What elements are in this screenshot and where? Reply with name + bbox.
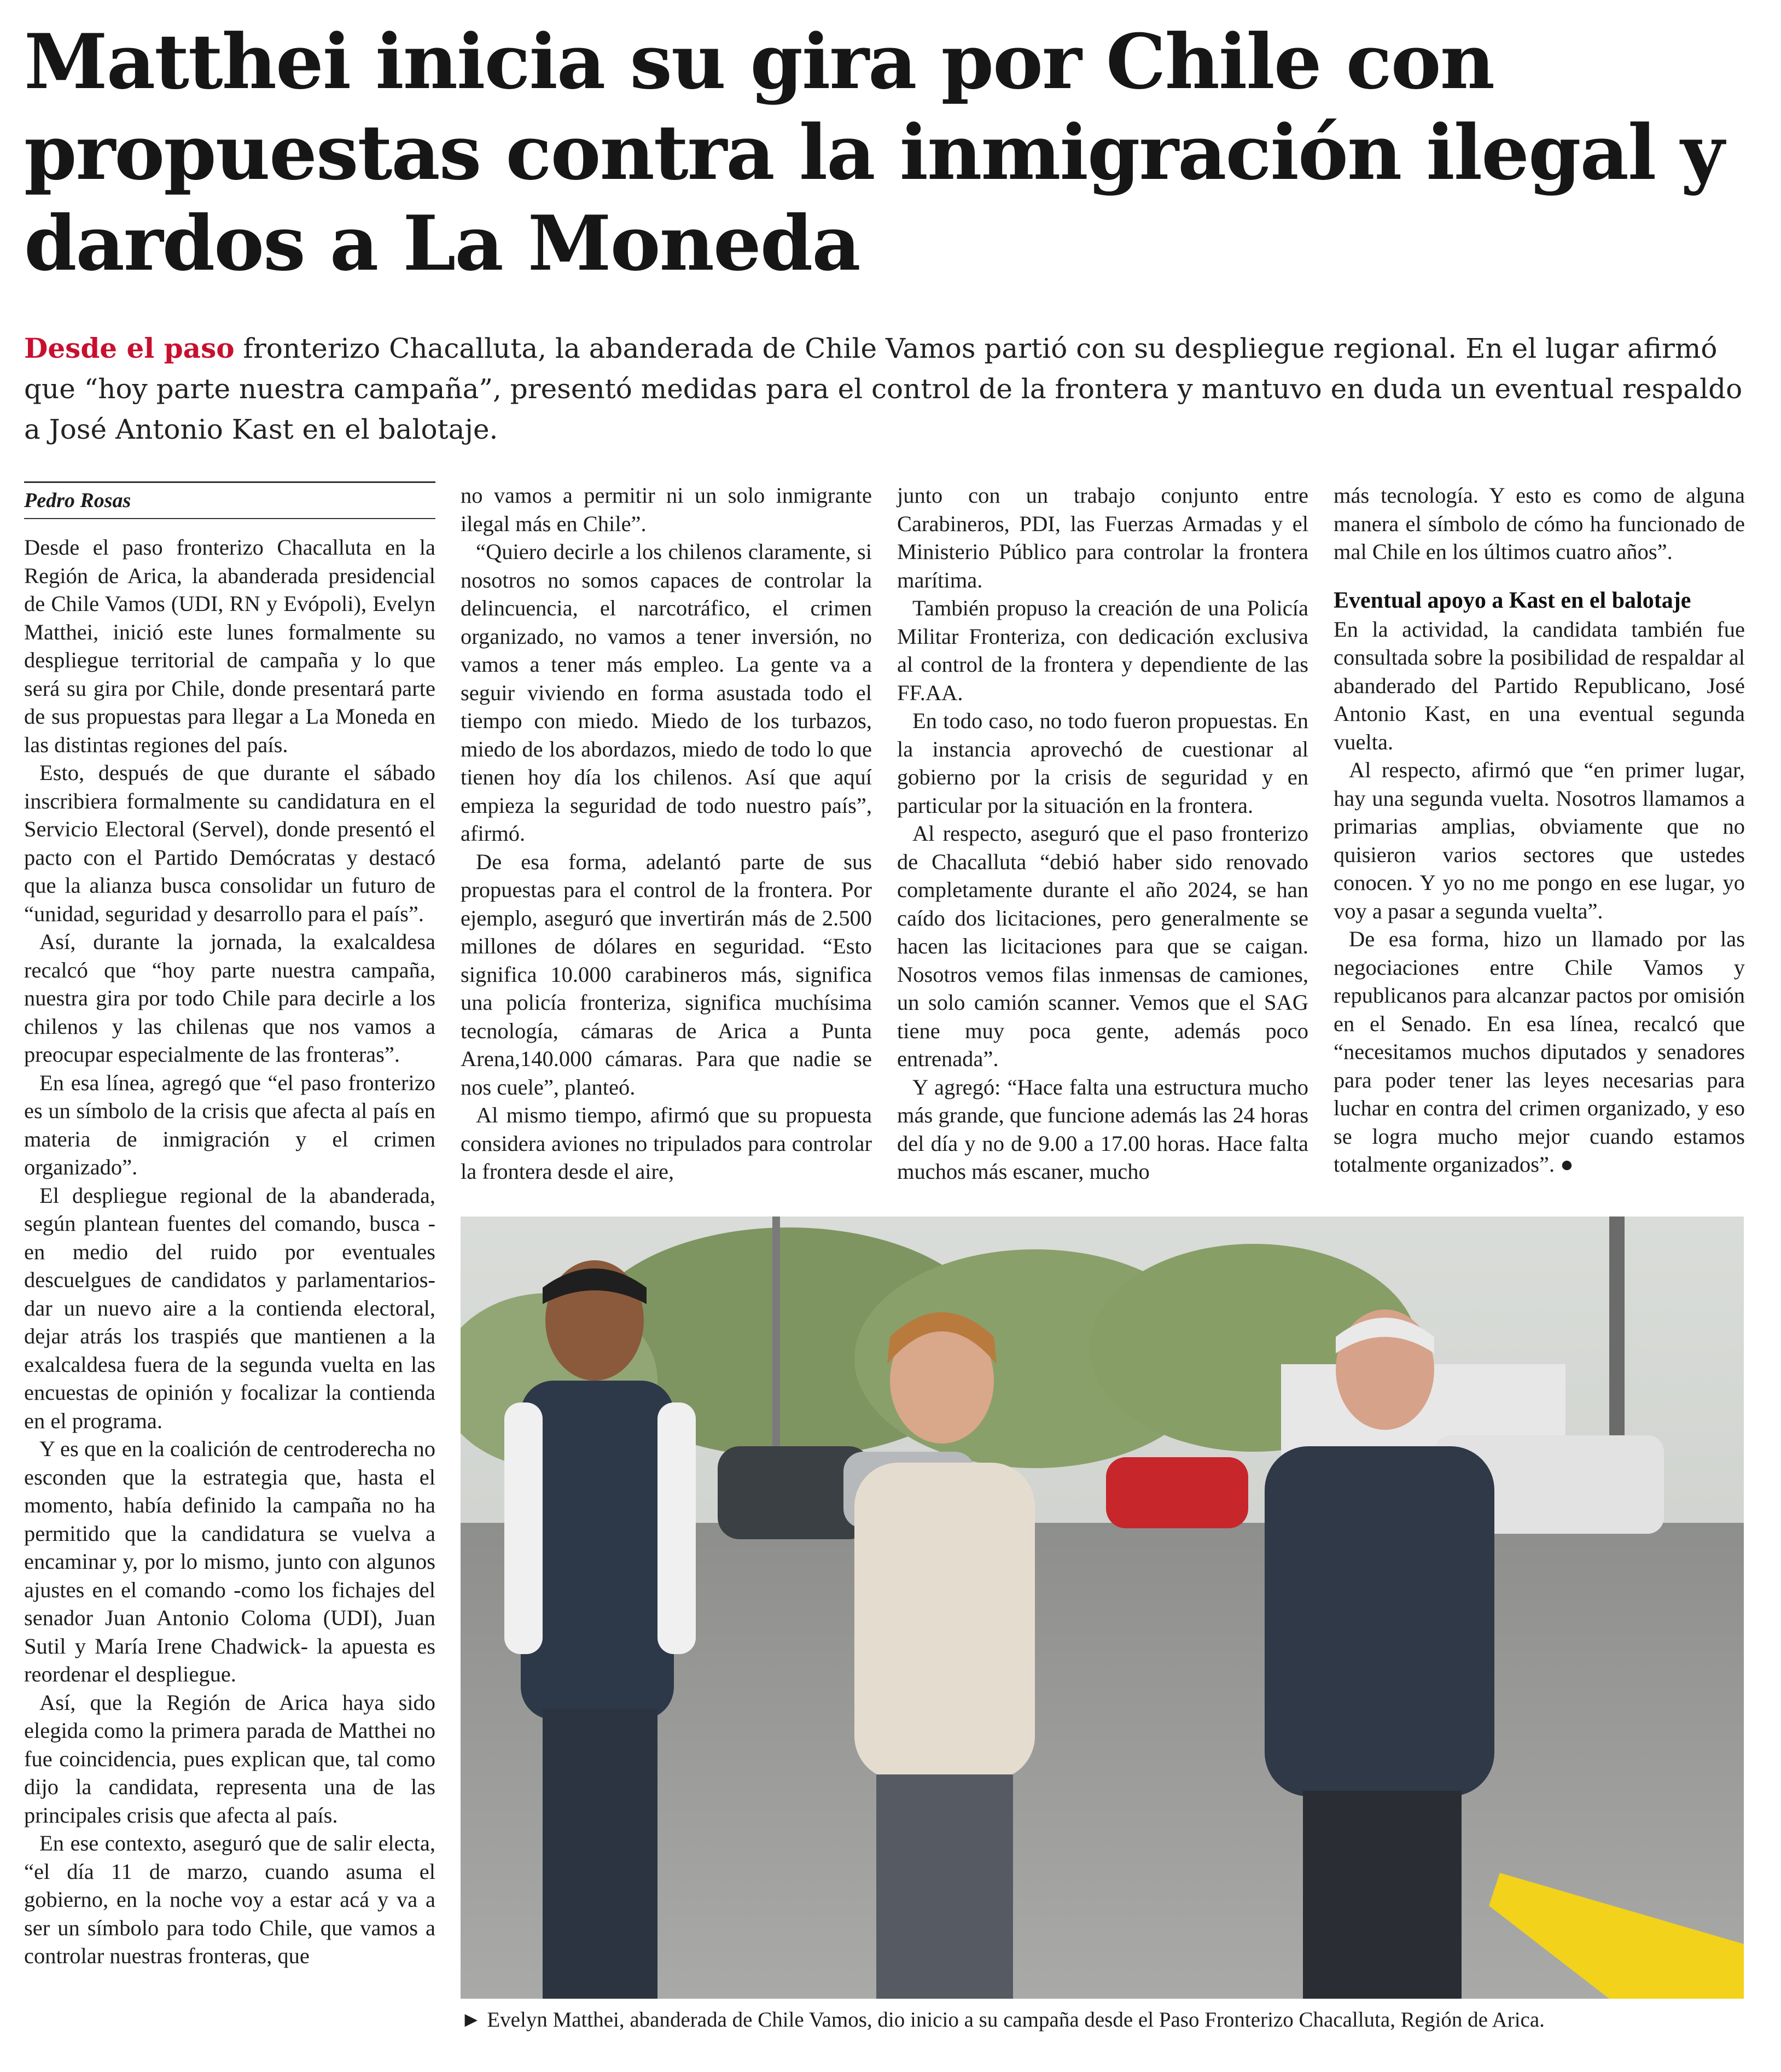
paragraph: Y es que en la coalición de centroderecha no esconden que la estrategia que, hasta el momento, había definido la campaña no ha permitido que la candidatura se vuelva a encaminar y, por lo mismo, junto con algunos ajustes en el comando -como los fichajes del senador Juan Antonio Coloma (UDI), Juan Sutil y María Irene Chadwick- la apuesta es reordenar el despliegue. (24, 1436, 435, 1686)
paragraph: En ese contexto, aseguró que de salir electa, “el día 11 de marzo, cuando asuma el gobierno, en la noche voy a estar acá y va a ser un símbolo para todo Chile, que vamos a controlar nuestras fronteras, que (24, 1831, 435, 1968)
paragraph: Al respecto, aseguró que el paso fronterizo de Chacalluta “debió haber sido renovado completamente durante el año 2024, se han caído dos licitaciones, pero generalmente se hacen las licitaciones para que se caigan. Nosotros vemos filas inmensas de camiones, un solo camión scanner. Vemos que el SAG tiene muy poca gente, además poco entrenada”. (897, 821, 1308, 1071)
paragraph: El despliegue regional de la abanderada, según plantean fuentes del comando, busca -en medio del ruido por eventuales descuelgues de candidatos y parlamentarios- dar un nuevo aire a la contienda electoral, dejar atrás los traspiés que mantienen a la exalcaldesa fuera de la segunda vuelta en las encuestas de opinión y focalizar la contienda en el programa. (24, 1183, 435, 1433)
paragraph: En esa línea, agregó que “el paso fronterizo es un símbolo de la crisis que afecta al país en materia de inmigración y el crimen organizado”. (24, 1070, 435, 1179)
paragraph: Esto, después de que durante el sábado inscribiera formalmente su candidatura en el Servicio Electoral (Servel), donde presentó el pacto con el Partido Demócratas y destacó que la alianza busca consolidar un futuro de “unidad, seguridad y desarrollo para el país”. (24, 760, 435, 926)
paragraph: “Quiero decirle a los chilenos claramente, si nosotros no somos capaces de controlar la delincuencia, el narcotráfico, el crimen organizado, no vamos a tener inversión, no vamos a tener más empleo. La gente va a seguir viviendo en forma asustada todo el tiempo con miedo. Miedo de los turbazos, miedo de los abordazos, miedo de todo lo que tienen hoy día los chilenos. Así que aquí empieza la seguridad de todo nuestro país”, afirmó. (461, 539, 872, 846)
article-column-2 (461, 481, 872, 1186)
article-column-3 (897, 481, 1308, 1186)
article-headline: Matthei inicia su gira por Chile con propuestas contra la inmigración ilegal y dardos a La Moneda (24, 17, 1724, 288)
article-column-4 (1334, 481, 1745, 1179)
paragraph: no vamos a permitir ni un solo inmigrante ilegal más en Chile”. (461, 483, 872, 536)
paragraph: En la actividad, la candidata también fue consultada sobre la posibilidad de respaldar al abanderado del Partido Republicano, José Antonio Kast, en una eventual segunda vuelta. (1334, 616, 1745, 754)
paragraph: Al respecto, afirmó que “en primer lugar, hay una segunda vuelta. Nosotros llamamos a primarias amplias, obviamente que no quisieron varios sectores que ustedes conocen. Y yo no me pongo en ese lugar, yo voy a pasar a segunda vuelta”. (1334, 758, 1745, 923)
article-deck (24, 328, 1747, 450)
deck-text: fronterizo Chacalluta, la abanderada de Chile Vamos partió con su despliegue regional. En el lugar afirmó que “hoy parte nuestra campaña”, presentó medidas para el control de la frontera y mantuvo en duda un eventual respaldo a José Antonio Kast en el balotaje. (24, 333, 1743, 445)
paragraph: más tecnología. Y esto es como de alguna manera el símbolo de cómo ha funcionado de mal Chile en los últimos cuatro años”. (1334, 483, 1745, 564)
paragraph: Desde el paso fronterizo Chacalluta en la Región de Arica, la abanderada presidencial de Chile Vamos (UDI, RN y Evópoli), Evelyn Matthei, inició este lunes formalmente su despliegue territorial de campaña y lo que será su gira por Chile, donde presentará parte de sus propuestas para llegar a La Moneda en las distintas regiones del país. (24, 535, 435, 757)
paragraph: Y agregó: “Hace falta una estructura mucho más grande, que funcione además las 24 horas del día y no de 9.00 a 17.00 horas. Hace falta muchos más escaner, mucho (897, 1074, 1308, 1184)
paragraph: junto con un trabajo conjunto entre Carabineros, PDI, las Fuerzas Armadas y el Ministerio Público para controlar la frontera marítima. (897, 483, 1308, 592)
photo-caption: ► Evelyn Matthei, abanderada de Chile Vamos, dio inicio a su campaña desde el Paso Fronterizo Chacalluta, Región de Arica. (461, 2008, 1545, 2032)
paragraph: Así, que la Región de Arica haya sido elegida como la primera parada de Matthei no fue coincidencia, pues explican que, tal como dijo la candidata, representa una de las principales crisis que afecta al país. (24, 1690, 435, 1827)
paragraph: Al mismo tiempo, afirmó que su propuesta considera aviones no tripulados para controlar la frontera desde el aire, (461, 1103, 872, 1184)
paragraph: Así, durante la jornada, la exalcaldesa recalcó que “hoy parte nuestra campaña, nuestra gira por todo Chile para decirle a los chilenos y las chilenas que nos vamos a preocupar especialmente de las fronteras”. (24, 929, 435, 1067)
paragraph: De esa forma, hizo un llamado por las negociaciones entre Chile Vamos y republicanos para alcanzar pactos por omisión en el Senado. En esa línea, recalcó que “necesitamos muchos diputados y senadores para poder tener las leyes necesarias para luchar en contra del crimen organizado, y eso se logra mucho mejor cuando estamos totalmente organizados”. ● (1334, 925, 1745, 1179)
byline: Pedro Rosas (24, 481, 435, 519)
article-photo (461, 1217, 1744, 1999)
deck-lead: Desde el paso (24, 332, 235, 364)
paragraph: También propuso la creación de una Policía Militar Fronteriza, con dedicación exclusiva al control de la frontera y dependiente de las FF.AA. (897, 596, 1308, 705)
photo-illustration (461, 1217, 1744, 1999)
article-column-1 (24, 481, 435, 1970)
paragraph: De esa forma, adelantó parte de sus propuestas para el control de la frontera. Por ejemplo, aseguró que invertirán más de 2.500 millones de dólares en seguridad. “Esto significa 10.000 carabineros más, significa una policía fronteriza, significa muchísima tecnología, cámaras de Arica a Punta Arena,140.000 cámaras. Para que nadie se nos cuele”, planteó. (461, 849, 872, 1099)
paragraph: En todo caso, no todo fueron propuestas. En la instancia aprovechó de cuestionar al gobierno por la crisis de seguridad y en particular por la situación en la frontera. (897, 708, 1308, 818)
section-subhead: Eventual apoyo a Kast en el balotaje (1334, 587, 1691, 613)
